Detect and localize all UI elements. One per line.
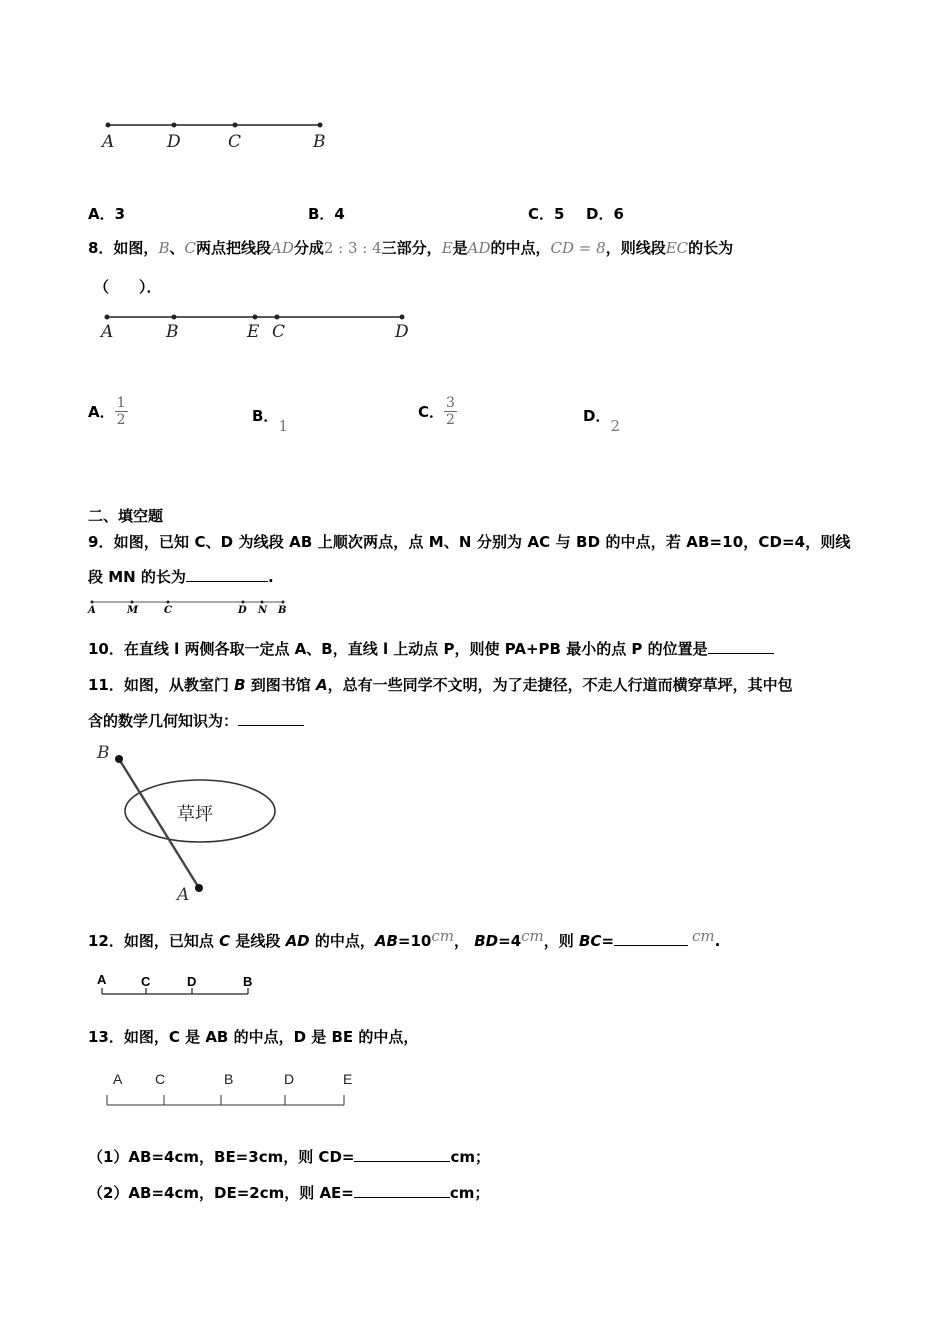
- q13-sub1: （1）AB=4cm，BE=3cm，则 CD= cm；: [88, 1148, 490, 1166]
- point-c: [167, 601, 170, 604]
- q13-sub2-answer-blank[interactable]: [354, 1183, 450, 1198]
- label-b: B: [278, 605, 287, 616]
- label-d: D: [238, 605, 247, 616]
- point-b: [115, 755, 123, 763]
- label-a: A: [88, 605, 96, 616]
- point-c: [233, 123, 238, 128]
- q7-option-a[interactable]: A．3: [88, 205, 126, 223]
- label-m: M: [127, 605, 139, 616]
- q13-sub1-answer-blank[interactable]: [354, 1147, 450, 1162]
- q8-answer-paren: （ ）．: [94, 278, 162, 296]
- label-a: A: [102, 132, 115, 152]
- point-c: [275, 315, 280, 320]
- label-c: C: [141, 974, 151, 989]
- point-a: [105, 315, 110, 320]
- point-d: [400, 315, 405, 320]
- point-e: [253, 315, 258, 320]
- point-d: [242, 601, 245, 604]
- q7-option-b[interactable]: B．4: [308, 205, 345, 223]
- q7-option-d[interactable]: D．6: [586, 205, 624, 223]
- label-c: C: [164, 605, 172, 616]
- q8-option-c[interactable]: C． $\frac{3}{2}$: [418, 395, 455, 428]
- label-b: B: [166, 322, 179, 342]
- label-c: C: [228, 132, 242, 152]
- figure-segment-adcb: [100, 110, 340, 160]
- q8-option-b[interactable]: B．1: [252, 407, 288, 435]
- q12-question-text: 12．如图，已知点 C 是线段 AD 的中点，AB=10cm， BD=4cm，则 BC= cm.: [88, 927, 721, 950]
- fraction-one-half: $\frac{1}{2}$: [116, 395, 126, 428]
- figure-lawn-shortcut: [95, 740, 285, 910]
- label-d: D: [284, 1071, 295, 1087]
- label-d: D: [187, 974, 197, 989]
- point-n: [261, 601, 264, 604]
- point-m: [131, 601, 134, 604]
- q10-answer-blank[interactable]: [708, 639, 774, 654]
- point-a: [195, 884, 203, 892]
- label-a: A: [97, 972, 107, 987]
- label-n: N: [258, 605, 268, 616]
- figure-segment-acdb-svg: [96, 972, 266, 1002]
- label-e: E: [343, 1071, 353, 1087]
- q12-answer-blank[interactable]: [614, 931, 688, 946]
- q8-option-a[interactable]: A． $\frac{1}{2}$: [88, 395, 126, 428]
- lawn-label: 草坪: [177, 804, 213, 825]
- q10-question-text: 10．在直线 l 两侧各取一定点 A、B，直线 l 上动点 P，则使 PA+PB 最小的点 P 的位置是: [88, 638, 774, 659]
- q9-answer-blank[interactable]: [186, 567, 268, 582]
- label-b: B: [243, 974, 253, 989]
- figure-segment-abecd: [100, 305, 420, 350]
- section-heading-fill-in: 二、填空题: [88, 507, 164, 525]
- point-a: [106, 123, 111, 128]
- q11-answer-blank[interactable]: [238, 711, 304, 726]
- q11-question-line2: 含的数学几何知识为：: [88, 710, 304, 731]
- label-b: B: [313, 132, 326, 152]
- point-d: [172, 123, 177, 128]
- q7-option-c[interactable]: C．5: [528, 205, 565, 223]
- figure-segment-abecd-svg: [100, 305, 420, 350]
- label-a: A: [101, 322, 114, 342]
- point-b: [172, 315, 177, 320]
- q9-question-line2: 段 MN 的长为 .: [88, 568, 274, 586]
- q13-sub2: （2）AB=4cm，DE=2cm，则 AE= cm；: [88, 1184, 490, 1202]
- label-c: C: [155, 1071, 166, 1087]
- point-b: [282, 601, 285, 604]
- figure-segment-acdb: [96, 972, 266, 1002]
- label-a: A: [113, 1071, 123, 1087]
- point-a: [91, 601, 94, 604]
- fraction-three-halves: $\frac{3}{2}$: [446, 395, 455, 428]
- q9-question-line1: 9．如图，已知 C、D 为线段 AB 上顺次两点，点 M、N 分别为 AC 与 BD 的中点，若 AB=10，CD=4，则线: [88, 533, 851, 551]
- q13-question-text: 13．如图，C 是 AB 的中点，D 是 BE 的中点，: [88, 1028, 419, 1046]
- label-d: D: [167, 132, 181, 152]
- figure-segment-amcdnb: [88, 596, 298, 622]
- figure-segment-adcb-svg: [100, 110, 340, 160]
- label-d: D: [395, 322, 409, 342]
- q8-option-d[interactable]: D．2: [583, 407, 620, 435]
- label-c: C: [272, 322, 286, 342]
- label-a: A: [177, 885, 190, 905]
- point-b: [318, 123, 323, 128]
- figure-segment-acbde: [100, 1068, 360, 1113]
- label-e: E: [247, 322, 260, 342]
- label-b: B: [97, 743, 110, 763]
- q8-question-text: 8．如图，B、C两点把线段AD分成2 : 3 : 4三部分，E是AD的中点，CD = 8，则线段EC的长为: [88, 239, 734, 257]
- label-b: B: [224, 1071, 234, 1087]
- q11-question-line1: 11．如图，从教室门 B 到图书馆 A，总有一些同学不文明，为了走捷径，不走人行道而横穿草坪，其中包: [88, 676, 793, 694]
